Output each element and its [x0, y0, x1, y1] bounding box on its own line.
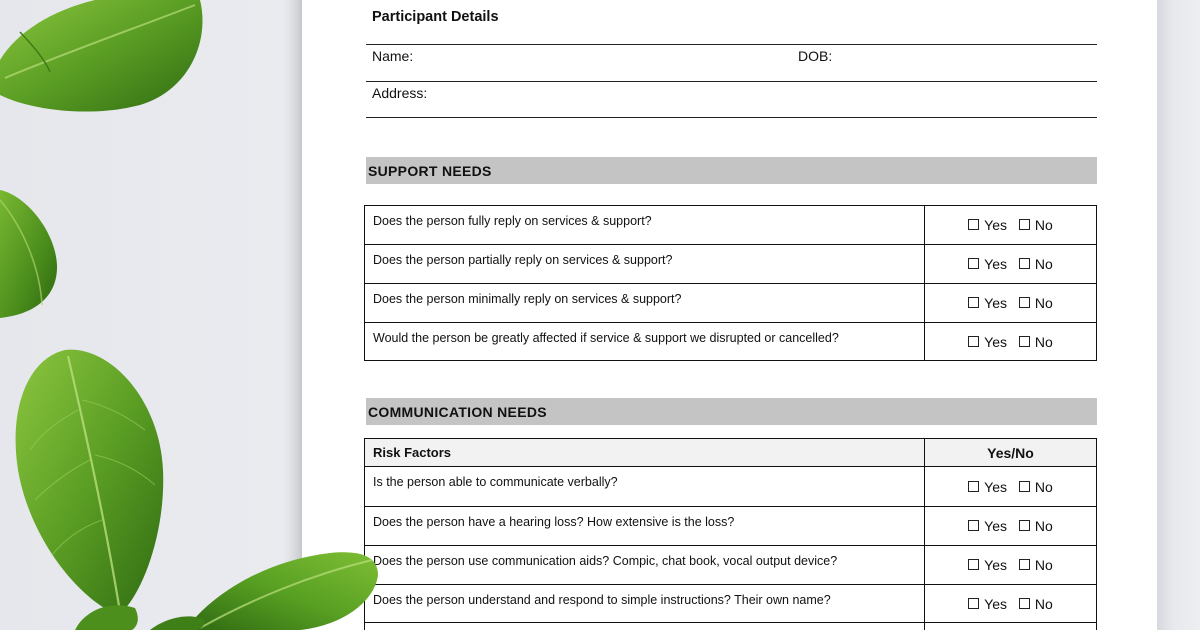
- dob-label: DOB:: [798, 48, 833, 64]
- yes-no-header: Yes/No: [925, 439, 1097, 467]
- yes-option[interactable]: Yes: [968, 479, 1007, 495]
- support-needs-heading: SUPPORT NEEDS: [366, 157, 1097, 184]
- no-option[interactable]: No: [1019, 557, 1053, 573]
- question-cell: Does the person use communication aids? Compic, chat book, vocal output device?: [365, 546, 925, 585]
- no-option[interactable]: No: [1019, 217, 1053, 233]
- no-option[interactable]: No: [1019, 596, 1053, 612]
- question-cell: Does the person have a hearing loss? How extensive is the loss?: [365, 507, 925, 546]
- leaf-icon: [75, 605, 205, 630]
- yes-option[interactable]: Yes: [968, 518, 1007, 534]
- yes-option[interactable]: Yes: [968, 596, 1007, 612]
- no-option[interactable]: No: [1019, 256, 1053, 272]
- leaf-icon: [0, 0, 203, 112]
- no-option[interactable]: No: [1019, 479, 1053, 495]
- address-label: Address:: [372, 85, 428, 101]
- leaf-icon: [185, 552, 378, 630]
- yes-option[interactable]: Yes: [968, 217, 1007, 233]
- leaf-icon: [16, 350, 164, 630]
- question-cell: Would the person be greatly affected if service & support we disrupted or cancelled?: [365, 323, 925, 361]
- name-label: Name:: [372, 48, 414, 64]
- question-cell: Does the person minimally reply on services & support?: [365, 284, 925, 323]
- yes-option[interactable]: Yes: [968, 295, 1007, 311]
- question-cell: Is the person able to communicate verbally?: [365, 467, 925, 507]
- no-option[interactable]: No: [1019, 295, 1053, 311]
- leaf-icon: [0, 190, 57, 318]
- question-cell: Does the person understand and respond to simple instructions? Their own name?: [365, 585, 925, 623]
- yes-option[interactable]: Yes: [968, 557, 1007, 573]
- yes-option[interactable]: Yes: [968, 256, 1007, 272]
- yes-option[interactable]: Yes: [968, 334, 1007, 350]
- risk-factors-header: Risk Factors: [365, 439, 925, 467]
- participant-details-title: Participant Details: [372, 9, 499, 25]
- communication-needs-heading: COMMUNICATION NEEDS: [366, 398, 1097, 425]
- no-option[interactable]: No: [1019, 518, 1053, 534]
- question-cell: Does the person partially reply on services & support?: [365, 245, 925, 284]
- question-cell: Does the person fully reply on services & support?: [365, 206, 925, 245]
- no-option[interactable]: No: [1019, 334, 1053, 350]
